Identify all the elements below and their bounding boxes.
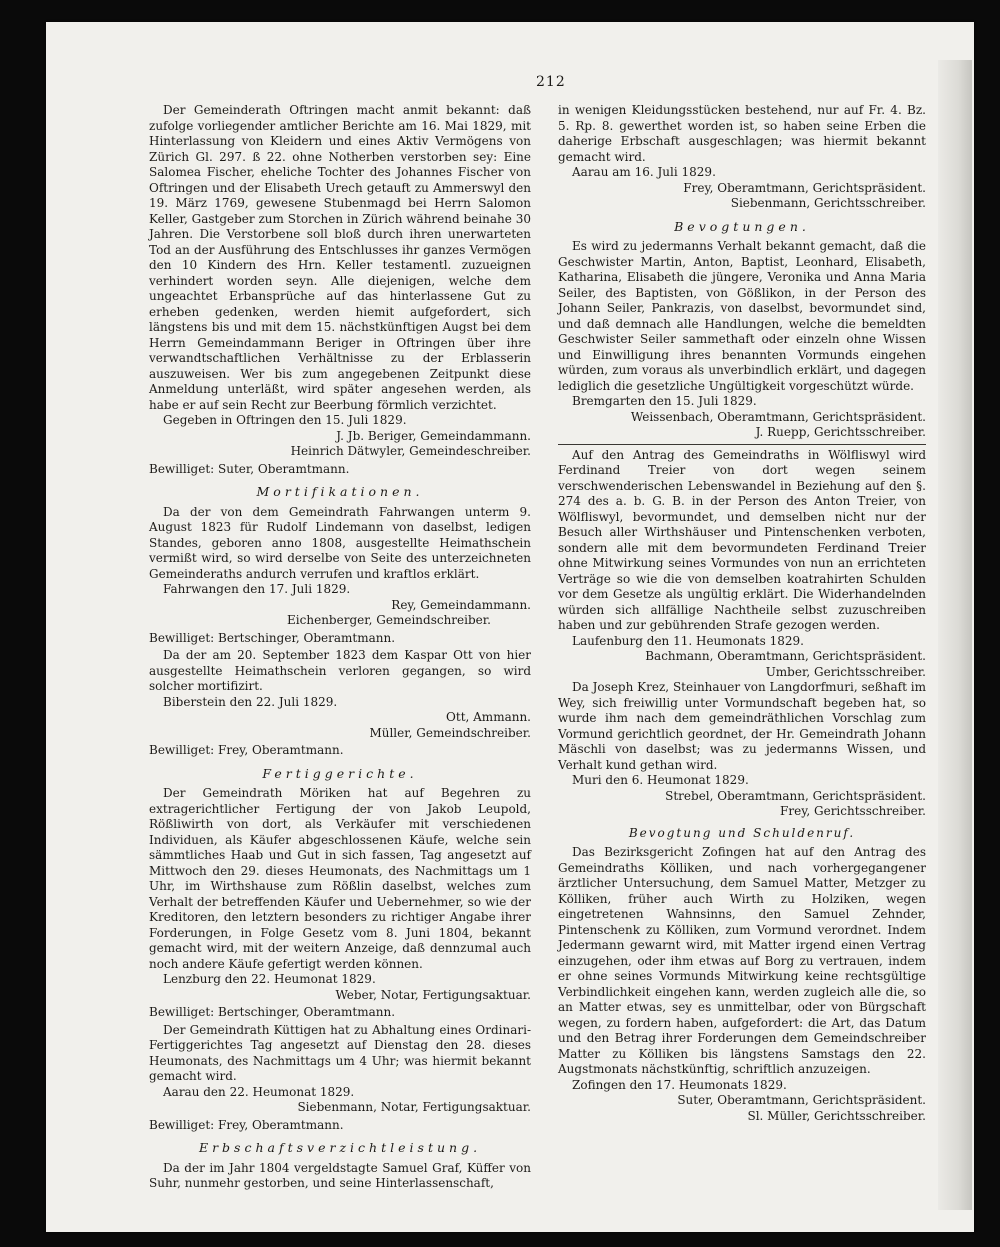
approval: Bewilliget: Bertschinger, Oberamtmann. xyxy=(149,630,396,645)
signature: Frey, Oberamtmann, Gerichtspräsident. xyxy=(683,180,926,195)
signature: Weissenbach, Oberamtmann, Gerichtspräsident. xyxy=(630,409,926,424)
approval: Bewilliget: Suter, Oberamtmann. xyxy=(149,461,350,476)
notice-woelfliswyl: Auf den Antrag des Gemeindraths in Wölfliswyl wird Ferdinand Treier von dort wegen seinem verschwenderischen Lebenswandel in Beziehung auf den §. 274 des a. b. G. B. in der Person des Anton Treier, von Wölfliswyl, bevormundet, und demselben nicht nur der Besuch aller Wirthshäuser und Pintenschenken verboten, sondern alle mit dem bevormundeten Ferdinand Treier ohne Mitwirkung seines Vormundes von nun an errichteten Verträge so wie die von demselben koatrahirten Schulden vor dem Gesetze als ungültig erklärt. Die Widerhandelnden würden sich allfällige Nachtheile selbst zuzuschreiben haben und zur gebührenden Strafe gezogen werden. xyxy=(558,447,926,632)
signature: Siebenmann, Gerichtsschreiber. xyxy=(730,196,926,210)
section-heading-erbschaftsverzichtleistung: Erbschaftsverzichtleistung. xyxy=(198,1140,482,1155)
signature: J. Jb. Beriger, Gemeindammann. xyxy=(336,428,531,443)
notice-date: Biberstein den 22. Juli 1829. xyxy=(163,694,338,709)
notice-date: Lenzburg den 22. Heumonat 1829. xyxy=(163,972,376,986)
notice-suhr: Da der im Jahr 1804 vergeldstagte Samuel Graf, Küffer von Suhr, nunmehr gestorben, und seine Hinterlassenschaft, xyxy=(149,1160,531,1190)
notice-moeriken: Der Gemeindrath Möriken hat auf Begehren zu extragerichtlicher Fertigung der von Jakob Leupold, Rößliwirth von dort, als Verkäufer mit verschiedenen Individuen, als Käufer abgeschlossenen Käufe, welche sein sämmtliches Haab und Gut in sich fassen, Tag angesetzt auf Mittwoch den 29. dieses Heumonats, des Nachmittags um 1 Uhr, im Wirthshause zum Rößlin daselbst, welches zum Verhalt der betreffenden Käufer und Uebernehmer, so wie der Kreditoren, den letztern besonders zu richtiger Angabe ihrer Forderungen, in Folge Gesetz vom 8. Juni 1804, bekannt gemacht wird, mit der weitern Anzeige, daß dennzumal auch noch andere Käufe gefertigt werden können. xyxy=(149,786,531,971)
divider xyxy=(558,444,926,445)
notice-suhr-continued: in wenigen Kleidungsstücken bestehend, nur auf Fr. 4. Bz. 5. Rp. 8. gewerthet worden ist, so haben seine Erben die daherige Erbschaft ausgeschlagen; was hiermit bekannt gemacht wird. xyxy=(558,103,926,164)
notice-koelliken: Das Bezirksgericht Zofingen hat auf den Antrag des Gemeindraths Kölliken, und nach vorhergegangener ärztlicher Untersuchung, dem Samuel Matter, Metzger zu Kölliken, früher auch Wirth zu Holziken, wegen eingetretenen Wahnsinns, den Samuel Zehnder, Pintenschenk zu Kölliken, zum Vormund verordnet. Indem Jedermann gewarnt wird, mit Matter irgend einen Vertrag einzugehen, oder ihm etwas auf Borg zu vertrauen, indem er ohne seines Vormunds Mitwirkung keine rechtsgültige Verbindlichkeit eingehen kann, werden zugleich alle die, so an Matter etwas, sey es unmittelbar, oder von Bürgschaft wegen, zu fordern haben, aufgefordert: die Art, das Datum und den Betrag ihrer Forderungen dem Gemeindschreiber Matter zu Kölliken bis längstens Samstags den 22. Augstmonats nächstkünftig, schriftlich anzuzeigen. xyxy=(558,845,926,1076)
page-edge xyxy=(938,60,972,1210)
section-heading-bevogtung-schuldenruf: Bevogtung und Schuldenruf. xyxy=(628,825,856,840)
notice-date: Aarau den 22. Heumonat 1829. xyxy=(163,1084,355,1099)
section-heading-fertiggerichte: Fertiggerichte. xyxy=(262,765,418,781)
notice-goesslikon: Es wird zu jedermanns Verhalt bekannt gemacht, daß die Geschwister Martin, Anton, Baptist, Leonhard, Elisabeth, Katharina, Elisabeth die jüngere, Veronika und Anna Maria Seiler, des Baptisten, von Gößlikon, in der Person des Johann Seiler, Pankrazis, von daselbst, bevormundet sind, und daß demnach alle Handlungen, welche die bemeldten Geschwister Seiler sammethaft oder einzeln ohne Wissen und Einwilligung ihres benannten Vormunds eingehen würden, zum voraus als unverbindlich erklärt, und dagegen lediglich die gesetzliche Ungültigkeit vorgeschützt würde. xyxy=(558,239,926,393)
right-column xyxy=(558,103,926,1124)
notice-date: Laufenburg den 11. Heumonats 1829. xyxy=(572,633,804,648)
signature: Weber, Notar, Fertigungsaktuar. xyxy=(335,987,531,1002)
signature: Frey, Gerichtsschreiber. xyxy=(780,804,926,818)
signature: Umber, Gerichtsschreiber. xyxy=(765,664,926,679)
notice-oftringen: Der Gemeinderath Oftringen macht anmit bekannt: daß zufolge vorliegender amtlicher Berichte am 16. Mai 1829, mit Hinterlassung von Kleidern und eines Aktiv Vermögens von Zürich Gl. 297. ß 22. ohne Notherben verstorben sey: Eine Salomea Fischer, eheliche Tochter des Johannes Fischer von Oftringen und der Elisabeth Urech getauft zu Ammerswyl den 19. März 1769, gewesene Stubenmagd bei Herrn Salomon Keller, Gastgeber zum Storchen in Zürich während beinahe 30 Jahren. Die Verstorbene soll bloß durch ihren unerwarteten Tod an der Ausführung des Entschlusses ihr ganzes Vermögen den 10 Kindern des Hrn. Keller testamentl. zuzueignen verhindert worden seyn. Alle diejenigen, welche dem ungeachtet Erbansprüche auf das hinterlassene Gut zu erheben gedenken, werden hiemit aufgefordert, sich längstens bis und mit dem 15. nächstkünftigen Augst bei dem Herrn Gemeindammann Beriger in Oftringen über ihre verwandtschaftlichen Verhältnisse zu der Erblasserin auszuweisen. Wer bis zum angegebenen Zeitpunkt diese Anmeldung unterläßt, wird später angesehen werden, als habe er auf sein Recht zur Beerbung förmlich verzichtet. xyxy=(149,103,531,412)
notice-kuettigen: Der Gemeindrath Küttigen hat zu Abhaltung eines Ordinari-Fertiggerichtes Tag angesetzt auf Dienstag den 28. dieses Heumonats, des Nachmittags um 4 Uhr; was hiermit bekannt gemacht wird. xyxy=(149,1022,531,1083)
notice-biberstein: Da der am 20. September 1823 dem Kaspar Ott von hier ausgestellte Heimathschein verloren gegangen, so wird solcher mortifizirt. xyxy=(149,648,531,693)
notice-date: Fahrwangen den 17. Juli 1829. xyxy=(163,582,351,596)
signature: Rey, Gemeindammann. xyxy=(391,597,531,612)
notice-date: Gegeben in Oftringen den 15. Juli 1829. xyxy=(163,413,407,427)
section-heading-mortifikationen: Mortifikationen. xyxy=(256,484,424,499)
signature: Müller, Gemeindschreiber. xyxy=(369,725,531,740)
signature: Strebel, Oberamtmann, Gerichtspräsident. xyxy=(665,788,926,803)
notice-date: Muri den 6. Heumonat 1829. xyxy=(572,773,749,787)
signature: Eichenberger, Gemeindschreiber. xyxy=(287,613,491,627)
notice-langdorfmuri: Da Joseph Krez, Steinhauer von Langdorfmuri, seßhaft im Wey, sich freiwillig unter Vormundschaft begeben hat, so wurde ihm nach dem gemeindräthlichen Vorschlag zum Vormund gerichtlich geordnet, der Hr. Gemeindrath Johann Mäschli von daselbst; was zu jedermanns Wissen, und Verhalt kund gethan wird. xyxy=(558,680,926,772)
approval: Bewilliget: Bertschinger, Oberamtmann. xyxy=(149,1005,396,1019)
signature: Bachmann, Oberamtmann, Gerichtspräsident. xyxy=(645,649,926,663)
approval: Bewilliget: Frey, Oberamtmann. xyxy=(149,1117,344,1132)
signature: Sl. Müller, Gerichtsschreiber. xyxy=(747,1108,926,1123)
signature: J. Ruepp, Gerichtsschreiber. xyxy=(755,425,926,439)
page-number: 212 xyxy=(536,74,566,90)
signature: Suter, Oberamtmann, Gerichtspräsident. xyxy=(677,1093,926,1107)
signature: Siebenmann, Notar, Fertigungsaktuar. xyxy=(297,1100,531,1114)
notice-date: Zofingen den 17. Heumonats 1829. xyxy=(572,1077,787,1092)
notice-fahrwangen: Da der von dem Gemeindrath Fahrwangen unterm 9. August 1823 für Rudolf Lindemann von daselbst, ledigen Standes, geboren anno 1808, ausgestellte Heimathschein vermißt wird, so wird derselbe von Seite des unterzeichneten Gemeinderaths andurch verrufen und kraftlos erklärt. xyxy=(149,504,531,581)
notice-date: Bremgarten den 15. Juli 1829. xyxy=(572,394,757,408)
section-heading-bevogtungen: Bevogtungen. xyxy=(674,218,810,234)
signature: Heinrich Dätwyler, Gemeindeschreiber. xyxy=(290,444,531,458)
notice-date: Aarau am 16. Juli 1829. xyxy=(572,165,716,179)
approval: Bewilliget: Frey, Oberamtmann. xyxy=(149,743,344,757)
signature: Ott, Ammann. xyxy=(446,710,531,724)
left-column xyxy=(149,103,531,1192)
